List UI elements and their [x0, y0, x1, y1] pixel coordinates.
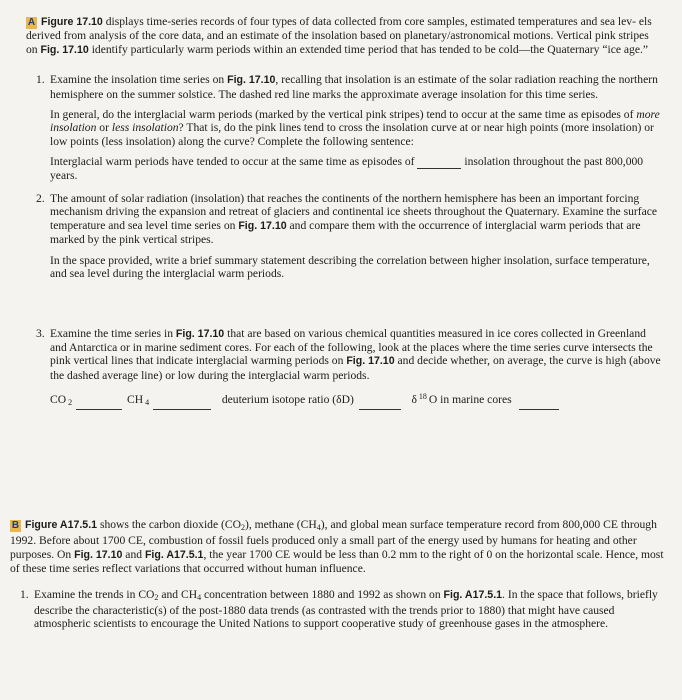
section-b-questions — [10, 588, 670, 631]
section-a — [26, 15, 662, 420]
question-number: 2. — [36, 192, 45, 206]
figure-ref: Fig. 17.10 — [346, 355, 395, 368]
section-a-label: A — [27, 17, 36, 28]
figure-ref: Fig. 17.10 — [227, 74, 276, 87]
co2-answer-blank[interactable] — [76, 398, 122, 410]
question-number: 1. — [20, 587, 29, 601]
question-paragraph: In the space provided, write a brief summary statement describing the correlation between higher insolation, surface temperature, and sea level during the interglacial warm periods. — [50, 253, 650, 281]
question-a3 — [26, 327, 662, 410]
deuterium-answer-blank[interactable] — [359, 398, 401, 410]
question-paragraph: Interglacial warm periods have tended to occur at the same time as episodes of insolation throughout the past 800,000 years. — [50, 155, 644, 182]
figure-ref: Fig. 17.10 — [74, 548, 123, 561]
section-b — [10, 518, 670, 641]
figure-ref: Fig. 17.10 — [40, 43, 89, 56]
section-a-questions — [26, 73, 662, 409]
ch4-answer-blank[interactable] — [153, 398, 211, 410]
question-a1 — [26, 73, 662, 182]
section-b-intro: B Figure A17.5.1 shows the carbon dioxide $(CO_2)$, methane $(CH_4)$, and global mean surface temperature record from 800,000 CE through 1992. Before about 1700 CE, combustion of fossil fuels produced only a small part of the energy used by humans for heating and other purposes. On Fig. 17.10 and Fig. A17.5.1, the year 1700 CE would be less than 0.2 mm to the right of 0 on the horizontal scale. Hence, most of these time series reflect variations that occurred without human influence. — [10, 518, 664, 576]
gas-answer-row — [50, 390, 662, 409]
section-a-intro: A Figure 17.10 displays time-series records of four types of data collected from core samples, estimated temperatures and sea lev- els derived from analysis of the core data, and an estimate of the insolation based on planetary/astronomical motions. Vertical pink stripes on Fig. 17.10 identify particularly warm periods within an extended time period that has tended to be cold—the Quaternary “ice age.” — [26, 15, 652, 56]
deuterium-label: deuterium isotope ratio (δD) — [221, 393, 354, 407]
question-number: 3. — [36, 326, 45, 340]
figure-ref: Figure 17.10 — [41, 16, 103, 28]
figure-ref: Fig. 17.10 — [238, 219, 287, 232]
question-paragraph: Examine the trends in $CO_2$ and $CH_4$ concentration between 1880 and 1992 as shown on Fig. A17.5.1. In the space that follows, briefly describe the characteristic(s) of the post-1880 data trends (as contrasted with the trends prior to 1880) that might have caused atmospheric scientists to encourage the United Nations to support cooperative study of greenhouse gases in the atmosphere. — [34, 587, 658, 631]
question-paragraph: The amount of solar radiation (insolation) that reaches the continents of the northern hemisphere has been an important forcing mechanism driving the expansion and retreat of glaciers and continental ice sheets throughout the Quaternary. Examine the surface temperature and sea level time series on Fig. 17.10 and compare them with the occurrence of interglacial warm periods that are marked by the pink vertical stripes. — [50, 192, 658, 247]
question-paragraph: In general, do the interglacial warm periods (marked by the vertical pink stripes) tend to occur at the same time as episodes of more insolation or less insolation? That is, do the pink lines tend to cross the insolation curve at or near high points (more insolation) or low points (less insolation) along the curve? Complete the following sentence: — [50, 108, 660, 148]
question-number: 1. — [36, 73, 45, 87]
question-a2 — [26, 192, 662, 280]
co2-label: CO $_2$ — [50, 393, 73, 408]
section-b-label: B — [11, 520, 20, 531]
figure-ref: Figure A17.5.1 — [25, 519, 98, 531]
answer-blank[interactable] — [417, 157, 461, 169]
figure-ref: Fig. 17.10 — [175, 327, 225, 340]
d18o-label: δ $^{18}$ O in marine cores — [411, 392, 512, 407]
question-paragraph: Examine the time series in Fig. 17.10 that are based on various chemical quantities measured in ice cores collected in Greenland and Antarctica or in marine sediment cores. For each of the following, look at the places where the time series curve intersects the pink vertical lines that indicate interglacial warming periods on Fig. 17.10 and decide whether, on average, the curve is high (above the dashed average line) or low during the interglacial warm periods. — [50, 326, 661, 382]
figure-ref: Fig. A17.5.1 — [443, 588, 503, 601]
figure-ref: Fig. A17.5.1 — [144, 548, 204, 561]
ch4-label: CH $_4$ — [127, 393, 150, 408]
question-paragraph: Examine the insolation time series on Fig. 17.10, recalling that insolation is an estimate of the solar radiation reaching the northern hemisphere on the summer solstice. The dashed red line marks the approximate average insolation for this time series. — [50, 73, 658, 101]
d18o-answer-blank[interactable] — [519, 398, 559, 410]
question-b1 — [10, 588, 670, 631]
